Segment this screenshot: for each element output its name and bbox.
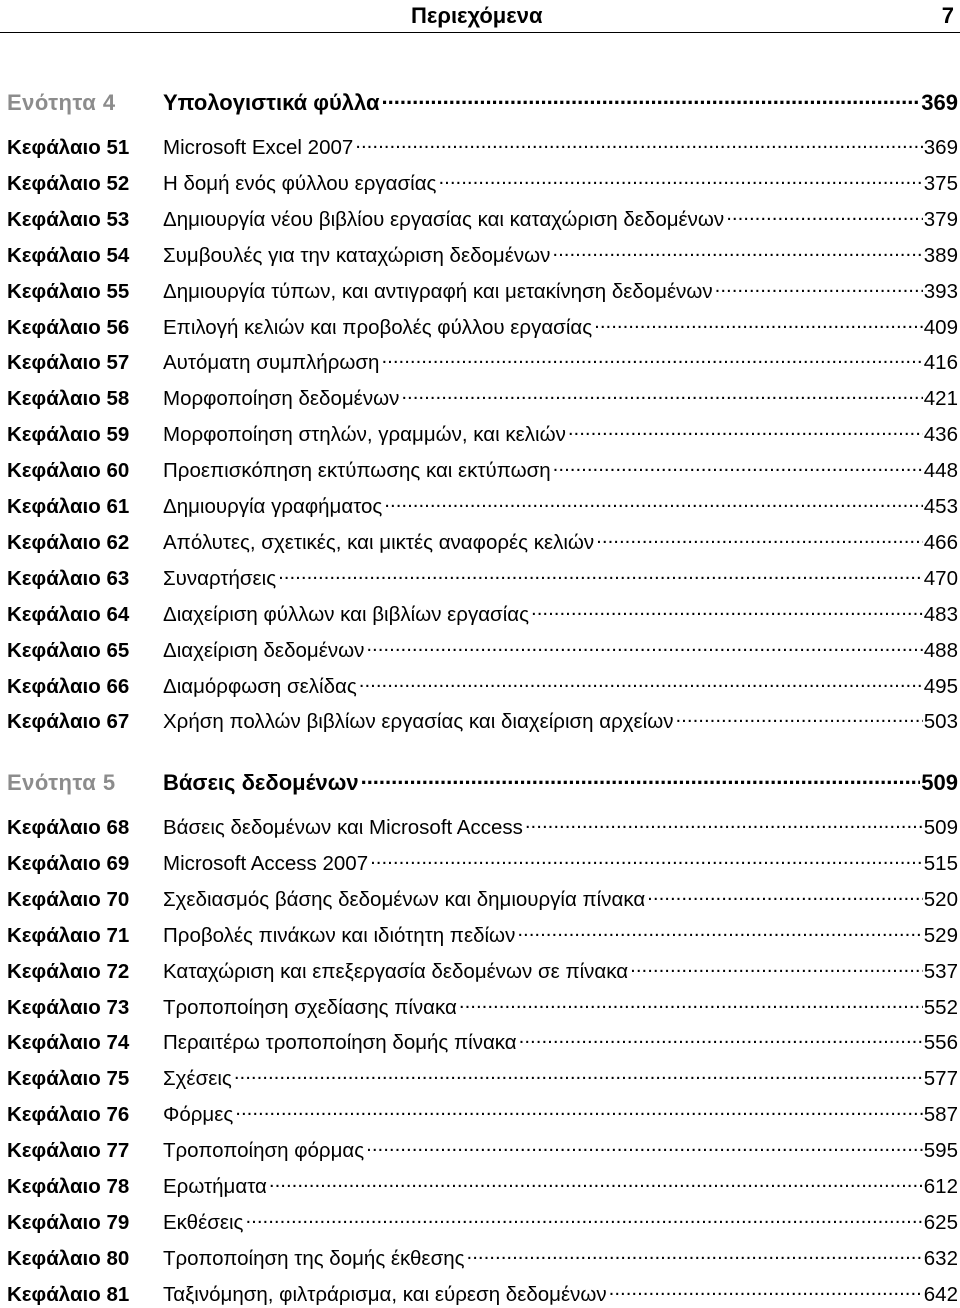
page-header [0,0,960,33]
chapter-entry[interactable] [7,705,958,735]
chapter-page-number: 612 [923,1174,958,1198]
chapter-page-number: 515 [923,851,958,875]
dot-leader [359,670,923,693]
chapter-entry[interactable] [7,1206,958,1236]
chapter-page-number: 625 [923,1210,958,1234]
chapter-page-number: 416 [923,350,958,374]
chapter-title: Τροποποίηση της δομής έκθεσης [163,1246,465,1270]
dot-leader [594,311,923,334]
dot-leader [370,847,923,870]
dot-leader [519,1026,923,1049]
dot-leader [525,811,923,834]
chapter-label: Κεφάλαιο 66 [7,674,130,698]
chapter-entry[interactable] [7,634,958,664]
dot-leader [245,1206,922,1229]
dot-leader [531,598,923,621]
chapter-entry[interactable] [7,382,958,412]
chapter-title: Βάσεις δεδομένων και Microsoft Access [163,815,523,839]
chapter-entry[interactable] [7,1026,958,1056]
chapter-title: Προβολές πινάκων και ιδιότητη πεδίων [163,923,516,947]
chapter-label: Κεφάλαιο 76 [7,1102,130,1126]
chapter-page-number: 466 [923,530,958,554]
chapter-entry[interactable] [7,955,958,985]
chapter-title: Καταχώριση και επεξεργασία δεδομένων σε πίνακα [163,959,629,983]
chapter-label: Κεφάλαιο 70 [7,887,130,911]
chapter-page-number: 375 [923,171,958,195]
chapter-page-number: 529 [923,923,958,947]
chapter-page-number: 632 [923,1246,958,1270]
chapter-title: Σχέσεις [163,1066,232,1090]
chapter-title: Σχεδιασμός βάσης δεδομένων και δημιουργία πίνακα [163,887,646,911]
dot-leader [366,1134,923,1157]
chapter-entry[interactable] [7,239,958,269]
chapter-label: Κεφάλαιο 78 [7,1174,130,1198]
chapter-title: Αυτόματη συμπλήρωση [163,350,380,374]
chapter-page-number: 595 [923,1138,958,1162]
chapter-entry[interactable] [7,1170,958,1200]
chapter-label: Κεφάλαιο 71 [7,923,130,947]
chapter-title: Η δομή ενός φύλλου εργασίας [163,171,437,195]
dot-leader [269,1170,923,1193]
dot-leader [568,418,923,441]
dot-leader [553,454,923,477]
chapter-label: Κεφάλαιο 72 [7,959,130,983]
chapter-entry[interactable] [7,562,958,592]
dot-leader [234,1062,923,1085]
dot-leader [715,275,923,298]
chapter-page-number: 436 [923,422,958,446]
dot-leader [384,490,922,513]
section-entry[interactable] [7,86,958,116]
chapter-entry[interactable] [7,991,958,1021]
dot-leader [438,167,922,190]
section-page-number: 369 [921,90,958,116]
chapter-title: Προεπισκόπηση εκτύπωσης και εκτύπωση [163,458,551,482]
chapter-title: Απόλυτες, σχετικές, και μικτές αναφορές κελιών [163,530,595,554]
dot-leader [596,526,923,549]
dot-leader [647,883,923,906]
chapter-title: Microsoft Excel 2007 [163,135,354,159]
chapter-title: Περαιτέρω τροποποίηση δομής πίνακα [163,1030,517,1054]
chapter-entry[interactable] [7,275,958,305]
dot-leader [459,991,923,1014]
chapter-title: Μορφοποίηση δεδομένων [163,386,400,410]
chapter-page-number: 537 [923,959,958,983]
chapter-label: Κεφάλαιο 54 [7,243,130,267]
dot-leader [401,382,922,405]
chapter-entry[interactable] [7,346,958,376]
chapter-page-number: 470 [923,566,958,590]
chapter-entry[interactable] [7,454,958,484]
dot-leader [609,1278,923,1301]
chapter-label: Κεφάλαιο 75 [7,1066,130,1090]
chapter-entry[interactable] [7,1062,958,1092]
chapter-entry[interactable] [7,167,958,197]
chapter-page-number: 389 [923,243,958,267]
chapter-label: Κεφάλαιο 77 [7,1138,130,1162]
chapter-entry[interactable] [7,847,958,877]
chapter-title: Συναρτήσεις [163,566,277,590]
chapter-label: Κεφάλαιο 55 [7,279,130,303]
section-page-number: 509 [921,770,958,796]
chapter-page-number: 495 [923,674,958,698]
chapter-label: Κεφάλαιο 62 [7,530,130,554]
dot-leader [381,346,922,369]
chapter-title: Διαχείριση δεδομένων [163,638,365,662]
chapter-entry[interactable] [7,1242,958,1272]
chapter-page-number: 503 [923,709,958,733]
chapter-page-number: 509 [923,815,958,839]
chapter-entry[interactable] [7,670,958,700]
chapter-label: Κεφάλαιο 59 [7,422,130,446]
chapter-entry[interactable] [7,490,958,520]
chapter-title: Διαχείριση φύλλων και βιβλίων εργασίας [163,602,529,626]
chapter-entry[interactable] [7,919,958,949]
chapter-entry[interactable] [7,598,958,628]
chapter-label: Κεφάλαιο 63 [7,566,130,590]
chapter-entry[interactable] [7,418,958,448]
chapter-page-number: 556 [923,1030,958,1054]
dot-leader [278,562,923,585]
chapter-page-number: 642 [923,1282,958,1306]
chapter-entry[interactable] [7,1098,958,1128]
chapter-title: Μορφοποίηση στηλών, γραμμών, και κελιών [163,422,566,446]
dot-leader [517,919,922,942]
dot-leader [552,239,922,262]
chapter-label: Κεφάλαιο 69 [7,851,130,875]
chapter-entry[interactable] [7,203,958,233]
chapter-entry[interactable] [7,811,958,841]
chapter-title: Τροποποίηση σχεδίασης πίνακα [163,995,457,1019]
section-title: Βάσεις δεδομένων [163,770,359,796]
chapter-title: Διαμόρφωση σελίδας [163,674,357,698]
chapter-page-number: 520 [923,887,958,911]
chapter-entry[interactable] [7,883,958,913]
chapter-label: Κεφάλαιο 74 [7,1030,130,1054]
chapter-entry[interactable] [7,526,958,556]
section-entry[interactable] [7,766,958,796]
chapter-title: Φόρμες [163,1102,234,1126]
chapter-page-number: 577 [923,1066,958,1090]
dot-leader [382,86,921,110]
chapter-page-number: 393 [923,279,958,303]
chapter-label: Κεφάλαιο 53 [7,207,130,231]
chapter-page-number: 483 [923,602,958,626]
chapter-page-number: 448 [923,458,958,482]
chapter-label: Κεφάλαιο 61 [7,494,130,518]
dot-leader [630,955,923,978]
chapter-label: Κεφάλαιο 68 [7,815,130,839]
chapter-page-number: 409 [923,315,958,339]
chapter-label: Κεφάλαιο 67 [7,709,130,733]
page-title: Περιεχόμενα [411,3,543,28]
chapter-label: Κεφάλαιο 57 [7,350,130,374]
chapter-label: Κεφάλαιο 60 [7,458,130,482]
chapter-page-number: 552 [923,995,958,1019]
section-label: Ενότητα 4 [7,90,116,116]
chapter-title: Ερωτήματα [163,1174,267,1198]
chapter-page-number: 587 [923,1102,958,1126]
section-label: Ενότητα 5 [7,770,116,796]
chapter-entry[interactable] [7,311,958,341]
chapter-page-number: 369 [923,135,958,159]
chapter-title: Δημιουργία νέου βιβλίου εργασίας και καταχώριση δεδομένων [163,207,725,231]
chapter-title: Ταξινόμηση, φιλτράρισμα, και εύρεση δεδομένων [163,1282,607,1306]
section-title: Υπολογιστικά φύλλα [163,90,380,116]
chapter-label: Κεφάλαιο 64 [7,602,130,626]
chapter-page-number: 379 [923,207,958,231]
chapter-page-number: 453 [923,494,958,518]
chapter-page-number: 421 [923,386,958,410]
page-number: 7 [941,3,954,28]
dot-leader [235,1098,923,1121]
chapter-title: Επιλογή κελιών και προβολές φύλλου εργασίας [163,315,593,339]
chapter-title: Microsoft Access 2007 [163,851,369,875]
chapter-title: Συμβουλές για την καταχώριση δεδομένων [163,243,551,267]
dot-leader [467,1242,923,1265]
chapter-entry[interactable] [7,1278,958,1308]
dot-leader [355,131,923,154]
dot-leader [726,203,923,226]
chapter-title: Τροποποίηση φόρμας [163,1138,365,1162]
chapter-label: Κεφάλαιο 79 [7,1210,130,1234]
chapter-title: Δημιουργία τύπων, και αντιγραφή και μετακίνηση δεδομένων [163,279,713,303]
chapter-label: Κεφάλαιο 52 [7,171,130,195]
chapter-title: Χρήση πολλών βιβλίων εργασίας και διαχείριση αρχείων [163,709,674,733]
chapter-label: Κεφάλαιο 65 [7,638,130,662]
chapter-label: Κεφάλαιο 51 [7,135,130,159]
chapter-label: Κεφάλαιο 73 [7,995,130,1019]
chapter-entry[interactable] [7,1134,958,1164]
chapter-label: Κεφάλαιο 56 [7,315,130,339]
chapter-label: Κεφάλαιο 58 [7,386,130,410]
dot-leader [675,705,922,728]
dot-leader [366,634,922,657]
chapter-label: Κεφάλαιο 80 [7,1246,130,1270]
chapter-entry[interactable] [7,131,958,161]
chapter-page-number: 488 [923,638,958,662]
dot-leader [361,766,921,790]
chapter-title: Δημιουργία γραφήματος [163,494,383,518]
chapter-label: Κεφάλαιο 81 [7,1282,130,1306]
chapter-title: Εκθέσεις [163,1210,244,1234]
